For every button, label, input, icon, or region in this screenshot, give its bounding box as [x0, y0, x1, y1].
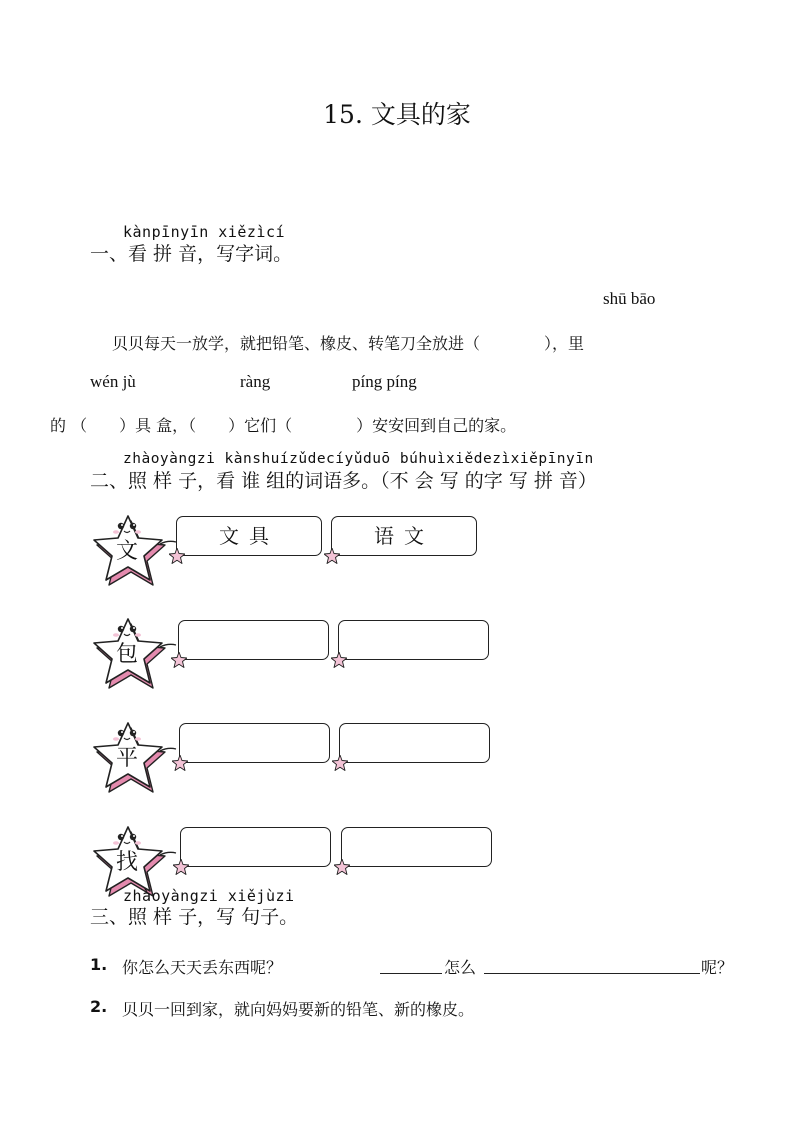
pink-star-icon — [334, 859, 350, 875]
star-character: 找 — [115, 850, 138, 875]
pinyin-pingping: píng píng — [352, 372, 417, 391]
word-box-1[interactable] — [178, 620, 329, 660]
word-box-2[interactable] — [339, 723, 490, 763]
star-character: 平 — [115, 746, 138, 771]
section3-heading: 三、照 样 子，写 句子。 — [90, 906, 299, 928]
item1-number: 1. — [90, 955, 108, 974]
item2-sentence: 贝贝一回到家，就向妈妈要新的铅笔、新的橡皮。 — [122, 1000, 475, 1019]
item2-number: 2. — [90, 997, 108, 1016]
section1-text-line2: 的 （ ）具 盒，（ ）它们（ ）安安回到自己的家。 — [50, 416, 517, 435]
word-box-1[interactable] — [180, 827, 331, 867]
section2-heading: 二、照 样 子，看 谁 组的词语多。（不 会 写 的字 写 拼 音） — [90, 470, 597, 492]
item1-blank-2[interactable] — [484, 973, 700, 974]
pink-star-icon — [171, 652, 187, 668]
star-character-badge — [88, 717, 184, 797]
section1-text-line1: 贝贝每天一放学，就把铅笔、橡皮、转笔刀全放进（ ），里 — [112, 334, 585, 353]
word-box-1[interactable]: 文具 — [176, 516, 322, 556]
item1-mid-word: 怎么 — [444, 958, 477, 977]
section2-pinyin: zhàoyàngzi kànshuízǔdecíyǔduō búhuìxiědezìxiěpīnyīn — [123, 451, 594, 467]
pinyin-shubao: shū bāo — [603, 289, 656, 308]
item1-end: 呢？ — [701, 958, 734, 977]
word-box-2[interactable] — [341, 827, 492, 867]
section1-pinyin: kànpīnyīn xiězìcí — [123, 223, 286, 241]
star-character: 文 — [115, 539, 138, 564]
word-box-2[interactable] — [338, 620, 489, 660]
star-character: 包 — [115, 642, 138, 667]
item1-sentence: 你怎么天天丢东西呢？ — [122, 958, 283, 977]
pinyin-rang: ràng — [240, 372, 271, 391]
page-title: 15. 文具的家 — [323, 100, 471, 129]
pink-star-icon — [332, 755, 348, 771]
pinyin-wenju: wén jù — [90, 372, 136, 391]
star-character-badge — [88, 613, 184, 693]
word-box-1[interactable] — [179, 723, 330, 763]
pink-star-icon — [173, 859, 189, 875]
pink-star-icon — [324, 548, 340, 564]
pink-star-icon — [169, 548, 185, 564]
item1-blank-1[interactable] — [380, 973, 442, 974]
word-box-2[interactable]: 语文 — [331, 516, 477, 556]
section1-heading: 一、看 拼 音，写字词。 — [90, 243, 293, 265]
pink-star-icon — [172, 755, 188, 771]
pink-star-icon — [331, 652, 347, 668]
section3-pinyin: zhàoyàngzi xiějùzi — [123, 887, 295, 905]
